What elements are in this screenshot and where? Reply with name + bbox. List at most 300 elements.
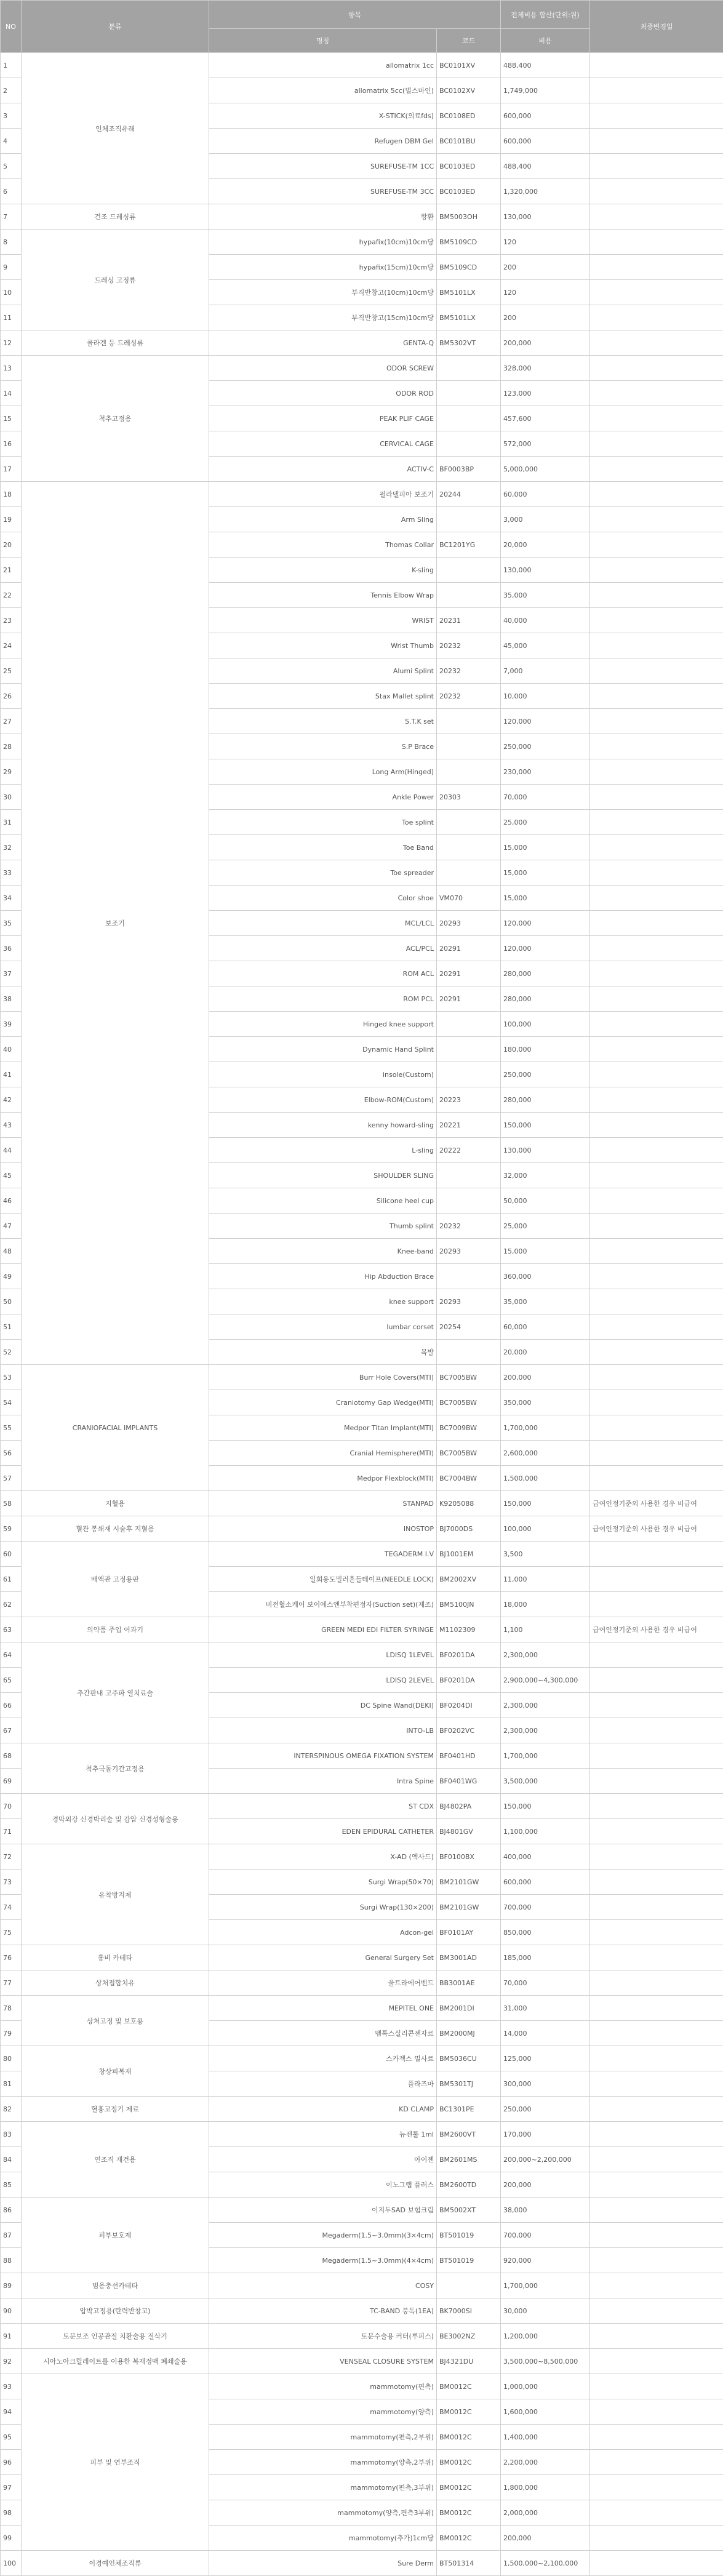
row-number: 61	[1, 1567, 22, 1592]
item-note	[590, 154, 723, 179]
row-number: 94	[1, 2399, 22, 2425]
header-category: 분류	[22, 1, 209, 53]
item-note	[590, 2021, 723, 2046]
row-number: 8	[1, 230, 22, 255]
row-number: 10	[1, 280, 22, 305]
item-price: 2,300,000	[501, 1642, 590, 1668]
item-note	[590, 204, 723, 230]
item-code: 20291	[437, 986, 501, 1012]
item-price: 2,000,000	[501, 2500, 590, 2526]
item-price: 400,000	[501, 1844, 590, 1870]
item-name: 이노그랩 플러스	[209, 2172, 437, 2198]
item-price: 20,000	[501, 532, 590, 558]
item-code	[437, 406, 501, 431]
table-row	[1, 1642, 723, 1668]
row-number: 42	[1, 1087, 22, 1113]
item-price: 2,600,000	[501, 1441, 590, 1466]
item-code: BC7005BW	[437, 1390, 501, 1415]
item-code: 20232	[437, 633, 501, 658]
item-note	[590, 2097, 723, 2122]
item-note	[590, 1769, 723, 1794]
item-price: 10,000	[501, 684, 590, 709]
category-cell: 이경예인체조직류	[22, 2551, 209, 2576]
item-note	[590, 532, 723, 558]
table-body	[1, 53, 723, 2576]
item-code: 20291	[437, 936, 501, 961]
item-code: BC7005BW	[437, 1365, 501, 1390]
item-code: BJ4321DU	[437, 2349, 501, 2374]
header-name: 명칭	[209, 29, 437, 53]
item-code: BM5100JN	[437, 1592, 501, 1617]
item-price: 120	[501, 230, 590, 255]
row-number: 55	[1, 1415, 22, 1441]
item-name: 스카젝스 멀사르	[209, 2046, 437, 2071]
row-number: 53	[1, 1365, 22, 1390]
category-cell: 상처고정 및 보호용	[22, 1996, 209, 2046]
row-number: 23	[1, 608, 22, 633]
row-number: 25	[1, 658, 22, 684]
table-row	[1, 2324, 723, 2349]
item-name: 일회용도밀러흔들테이프(NEEDLE LOCK)	[209, 1567, 437, 1592]
row-number: 35	[1, 911, 22, 936]
row-number: 78	[1, 1996, 22, 2021]
item-name: Long Arm(Hinged)	[209, 759, 437, 785]
item-code: 20232	[437, 658, 501, 684]
item-note	[590, 381, 723, 406]
item-code: BM2101GW	[437, 1895, 501, 1920]
item-code: BF0204DI	[437, 1693, 501, 1718]
item-name: 아이젠	[209, 2147, 437, 2172]
item-name: Tennis Elbow Wrap	[209, 583, 437, 608]
row-number: 73	[1, 1870, 22, 1895]
row-number: 47	[1, 1214, 22, 1239]
item-code: BT501019	[437, 2223, 501, 2248]
item-name: Dynamic Hand Splint	[209, 1037, 437, 1062]
item-name: Refugen DBM Gel	[209, 129, 437, 154]
item-note	[590, 860, 723, 886]
item-note	[590, 1844, 723, 1870]
row-number: 33	[1, 860, 22, 886]
item-price: 30,000	[501, 2298, 590, 2324]
item-code: BM3001AD	[437, 1945, 501, 1970]
item-price: 200,000	[501, 1365, 590, 1390]
table-row	[1, 2122, 723, 2147]
row-number: 99	[1, 2526, 22, 2551]
item-code: BE3002NZ	[437, 2324, 501, 2349]
item-name: Megaderm(1.5~3.0mm)(4×4cm)	[209, 2248, 437, 2273]
item-name: ODOR SCREW	[209, 356, 437, 381]
item-price: 3,500,000~8,500,000	[501, 2349, 590, 2374]
item-note	[590, 961, 723, 986]
row-number: 45	[1, 1163, 22, 1188]
row-number: 16	[1, 431, 22, 457]
item-name: Stax Mallet splint	[209, 684, 437, 709]
item-note	[590, 1592, 723, 1617]
item-note	[590, 1037, 723, 1062]
item-price: 488,400	[501, 53, 590, 78]
item-name: 뉴젠툴 1ml	[209, 2122, 437, 2147]
category-cell: 배액관 고정용판	[22, 1542, 209, 1617]
item-name: ODOR ROD	[209, 381, 437, 406]
item-price: 200,000	[501, 2172, 590, 2198]
item-name: ACTIV-C	[209, 457, 437, 482]
item-note	[590, 835, 723, 860]
row-number: 4	[1, 129, 22, 154]
row-number: 28	[1, 734, 22, 759]
item-note	[590, 1743, 723, 1769]
item-name: 울트라에어밴드	[209, 1970, 437, 1996]
item-price: 185,000	[501, 1945, 590, 1970]
item-code: 20291	[437, 961, 501, 986]
item-name: mammotomy(추가)1cm당	[209, 2526, 437, 2551]
category-cell: 인체조직유래	[22, 53, 209, 204]
item-price: 2,200,000	[501, 2450, 590, 2475]
item-name: hypafix(10cm)10cm당	[209, 230, 437, 255]
item-code: M1102309	[437, 1617, 501, 1642]
item-price: 3,000	[501, 507, 590, 532]
item-note	[590, 457, 723, 482]
item-name: WRIST	[209, 608, 437, 633]
item-code: BF0201DA	[437, 1668, 501, 1693]
item-name: mammotomy(양측)	[209, 2399, 437, 2425]
item-code: BC0101BU	[437, 129, 501, 154]
item-price: 50,000	[501, 1188, 590, 1214]
item-name: SUREFUSE-TM 1CC	[209, 154, 437, 179]
item-code: 20293	[437, 1289, 501, 1314]
item-note	[590, 583, 723, 608]
item-price: 600,000	[501, 129, 590, 154]
item-price: 350,000	[501, 1390, 590, 1415]
item-code: BM5101LX	[437, 280, 501, 305]
item-price: 360,000	[501, 1264, 590, 1289]
row-number: 76	[1, 1945, 22, 1970]
row-number: 15	[1, 406, 22, 431]
row-number: 88	[1, 2248, 22, 2273]
row-number: 19	[1, 507, 22, 532]
item-price: 18,000	[501, 1592, 590, 1617]
item-name: 이지두SAD 보험크림	[209, 2198, 437, 2223]
item-price: 200,000	[501, 2526, 590, 2551]
item-price: 600,000	[501, 1870, 590, 1895]
item-note	[590, 305, 723, 330]
item-note	[590, 785, 723, 810]
item-code: BC1201YG	[437, 532, 501, 558]
item-note	[590, 1718, 723, 1743]
item-note	[590, 2198, 723, 2223]
item-name: Thumb splint	[209, 1214, 437, 1239]
row-number: 6	[1, 179, 22, 204]
row-number: 95	[1, 2425, 22, 2450]
item-note	[590, 2399, 723, 2425]
item-code: BM5002XT	[437, 2198, 501, 2223]
row-number: 80	[1, 2046, 22, 2071]
item-name: KD CLAMP	[209, 2097, 437, 2122]
row-number: 24	[1, 633, 22, 658]
item-code: BM0012C	[437, 2500, 501, 2526]
item-price: 170,000	[501, 2122, 590, 2147]
item-price: 130,000	[501, 558, 590, 583]
item-name: Burr Hole Covers(MTI)	[209, 1365, 437, 1390]
item-code	[437, 860, 501, 886]
item-name: Medpor Flexblock(MTI)	[209, 1466, 437, 1491]
table-row	[1, 1844, 723, 1870]
row-number: 13	[1, 356, 22, 381]
item-price: 920,000	[501, 2248, 590, 2273]
row-number: 3	[1, 103, 22, 129]
item-price: 100,000	[501, 1012, 590, 1037]
item-note	[590, 2349, 723, 2374]
item-code: BM5101LX	[437, 305, 501, 330]
item-note	[590, 1314, 723, 1340]
item-name: mammotomy(편측,2부위)	[209, 2425, 437, 2450]
item-code: 20222	[437, 1138, 501, 1163]
item-note	[590, 2223, 723, 2248]
item-price: 38,000	[501, 2198, 590, 2223]
item-note: 급여인정기준외 사용한 경우 비급여	[590, 1617, 723, 1642]
item-note	[590, 658, 723, 684]
item-price: 130,000	[501, 204, 590, 230]
item-price: 150,000	[501, 1491, 590, 1516]
item-name: DC Spine Wand(DEKI)	[209, 1693, 437, 1718]
item-code	[437, 1163, 501, 1188]
item-name: 토분수술용 커터(루피스)	[209, 2324, 437, 2349]
item-name: SHOULDER SLING	[209, 1163, 437, 1188]
item-note	[590, 986, 723, 1012]
item-code: 20303	[437, 785, 501, 810]
row-number: 87	[1, 2223, 22, 2248]
item-name: STANPAD	[209, 1491, 437, 1516]
item-name: Megaderm(1.5~3.0mm)(3×4cm)	[209, 2223, 437, 2248]
table-row	[1, 356, 723, 381]
item-name: INTO-LB	[209, 1718, 437, 1743]
table-row	[1, 230, 723, 255]
item-price: 200	[501, 305, 590, 330]
item-code	[437, 431, 501, 457]
row-number: 43	[1, 1113, 22, 1138]
item-note	[590, 1567, 723, 1592]
category-cell: CRANIOFACIAL IMPLANTS	[22, 1365, 209, 1491]
item-note	[590, 1289, 723, 1314]
item-code: BM0012C	[437, 2526, 501, 2551]
item-note	[590, 1819, 723, 1844]
item-note	[590, 330, 723, 356]
row-number: 89	[1, 2273, 22, 2298]
category-cell: 건조 드레싱류	[22, 204, 209, 230]
row-number: 59	[1, 1516, 22, 1542]
item-name: 목발	[209, 1340, 437, 1365]
item-note: 급여인정기준외 사용한 경우 비급여	[590, 1516, 723, 1542]
item-name: LDISQ 2LEVEL	[209, 1668, 437, 1693]
item-code	[437, 759, 501, 785]
row-number: 97	[1, 2475, 22, 2500]
row-number: 49	[1, 1264, 22, 1289]
item-price: 25,000	[501, 1214, 590, 1239]
item-name: allomatrix 1cc	[209, 53, 437, 78]
table-row	[1, 1970, 723, 1996]
item-code: 20244	[437, 482, 501, 507]
item-code: 20232	[437, 1214, 501, 1239]
item-name: Alumi Splint	[209, 658, 437, 684]
row-number: 41	[1, 1062, 22, 1087]
header-fee-group: 전체비용 합산(단위:원)	[501, 1, 590, 29]
item-code: BC7009BW	[437, 1415, 501, 1441]
item-name: Sure Derm	[209, 2551, 437, 2576]
item-note	[590, 406, 723, 431]
item-price: 250,000	[501, 734, 590, 759]
item-code	[437, 1264, 501, 1289]
row-number: 62	[1, 1592, 22, 1617]
item-price: 457,600	[501, 406, 590, 431]
header-code: 코드	[437, 29, 501, 53]
item-note	[590, 2122, 723, 2147]
item-name: Thomas Collar	[209, 532, 437, 558]
row-number: 70	[1, 1794, 22, 1819]
item-name: Elbow-ROM(Custom)	[209, 1087, 437, 1113]
item-price: 120,000	[501, 911, 590, 936]
item-note	[590, 1163, 723, 1188]
row-number: 1	[1, 53, 22, 78]
item-price: 60,000	[501, 1314, 590, 1340]
row-number: 39	[1, 1012, 22, 1037]
item-price: 1,400,000	[501, 2425, 590, 2450]
item-note	[590, 230, 723, 255]
item-name: Hinged knee support	[209, 1012, 437, 1037]
item-price: 40,000	[501, 608, 590, 633]
row-number: 72	[1, 1844, 22, 1870]
row-number: 79	[1, 2021, 22, 2046]
item-price: 850,000	[501, 1920, 590, 1945]
item-price: 120,000	[501, 709, 590, 734]
item-code	[437, 1340, 501, 1365]
item-note	[590, 2450, 723, 2475]
item-note	[590, 2500, 723, 2526]
category-cell: 의약품 주입 여과기	[22, 1617, 209, 1642]
item-code	[437, 507, 501, 532]
item-code: BM2601MS	[437, 2147, 501, 2172]
item-name: EDEN EPIDURAL CATHETER	[209, 1819, 437, 1844]
item-note	[590, 1188, 723, 1214]
item-name: 부직반창고(15cm)10cm당	[209, 305, 437, 330]
item-note	[590, 1365, 723, 1390]
item-note	[590, 2248, 723, 2273]
item-price: 120	[501, 280, 590, 305]
item-code: BF0003BP	[437, 457, 501, 482]
item-price: 20,000	[501, 1340, 590, 1365]
item-note	[590, 1870, 723, 1895]
item-note	[590, 2147, 723, 2172]
item-note	[590, 684, 723, 709]
item-price: 100,000	[501, 1516, 590, 1542]
item-note	[590, 280, 723, 305]
row-number: 66	[1, 1693, 22, 1718]
item-price: 230,000	[501, 759, 590, 785]
row-number: 100	[1, 2551, 22, 2576]
item-code: BC0108ED	[437, 103, 501, 129]
item-price: 35,000	[501, 583, 590, 608]
row-number: 68	[1, 1743, 22, 1769]
row-number: 7	[1, 204, 22, 230]
item-code: BM0012C	[437, 2399, 501, 2425]
item-note	[590, 1239, 723, 1264]
category-cell: 범용충선카테타	[22, 2273, 209, 2298]
row-number: 40	[1, 1037, 22, 1062]
item-code: BM5109CD	[437, 255, 501, 280]
item-price: 1,600,000	[501, 2399, 590, 2425]
item-code: BF0101AY	[437, 1920, 501, 1945]
item-code: VM070	[437, 886, 501, 911]
item-price: 328,000	[501, 356, 590, 381]
item-code	[437, 734, 501, 759]
item-name: Knee-band	[209, 1239, 437, 1264]
item-name: Ankle Power	[209, 785, 437, 810]
item-price: 15,000	[501, 1239, 590, 1264]
item-price: 200,000	[501, 330, 590, 356]
item-price: 700,000	[501, 1895, 590, 1920]
category-cell: 압박고정용(탄력반창고)	[22, 2298, 209, 2324]
item-name: ST CDX	[209, 1794, 437, 1819]
row-number: 67	[1, 1718, 22, 1743]
item-name: CERVICAL CAGE	[209, 431, 437, 457]
item-note	[590, 1794, 723, 1819]
item-note	[590, 2071, 723, 2097]
item-note	[590, 2046, 723, 2071]
item-code: BC0103ED	[437, 154, 501, 179]
row-number: 74	[1, 1895, 22, 1920]
item-note	[590, 1415, 723, 1441]
table-row	[1, 2273, 723, 2298]
item-code	[437, 810, 501, 835]
item-code: BC0103ED	[437, 179, 501, 204]
item-name: GREEN MEDI EDI FILTER SYRINGE	[209, 1617, 437, 1642]
item-price: 32,000	[501, 1163, 590, 1188]
item-price: 1,800,000	[501, 2475, 590, 2500]
row-number: 83	[1, 2122, 22, 2147]
item-code: BJ7000DS	[437, 1516, 501, 1542]
item-name: S.T.K set	[209, 709, 437, 734]
header-note: 최종변경일	[590, 1, 723, 53]
item-code: 20254	[437, 1314, 501, 1340]
row-number: 18	[1, 482, 22, 507]
category-cell: 유착방지제	[22, 1844, 209, 1945]
category-cell: 추간판내 고주파 열치료술	[22, 1642, 209, 1743]
item-price: 2,300,000	[501, 1693, 590, 1718]
item-name: Hip Abduction Brace	[209, 1264, 437, 1289]
item-name: Toe splint	[209, 810, 437, 835]
item-note	[590, 1693, 723, 1718]
item-code: 20231	[437, 608, 501, 633]
item-name: ACL/PCL	[209, 936, 437, 961]
item-name: hypafix(15cm)10cm당	[209, 255, 437, 280]
item-name: TEGADERM I.V	[209, 1542, 437, 1567]
row-number: 64	[1, 1642, 22, 1668]
table-row	[1, 1491, 723, 1516]
item-price: 1,700,000	[501, 1415, 590, 1441]
item-name: lumbar corset	[209, 1314, 437, 1340]
item-price: 300,000	[501, 2071, 590, 2097]
item-code: BM5036CU	[437, 2046, 501, 2071]
item-name: S.P Brace	[209, 734, 437, 759]
item-price: 45,000	[501, 633, 590, 658]
item-note	[590, 2551, 723, 2576]
item-note	[590, 1062, 723, 1087]
row-number: 20	[1, 532, 22, 558]
item-code: BM5302VT	[437, 330, 501, 356]
row-number: 92	[1, 2349, 22, 2374]
item-note	[590, 810, 723, 835]
table-row	[1, 2374, 723, 2399]
table-row	[1, 1794, 723, 1819]
row-number: 26	[1, 684, 22, 709]
